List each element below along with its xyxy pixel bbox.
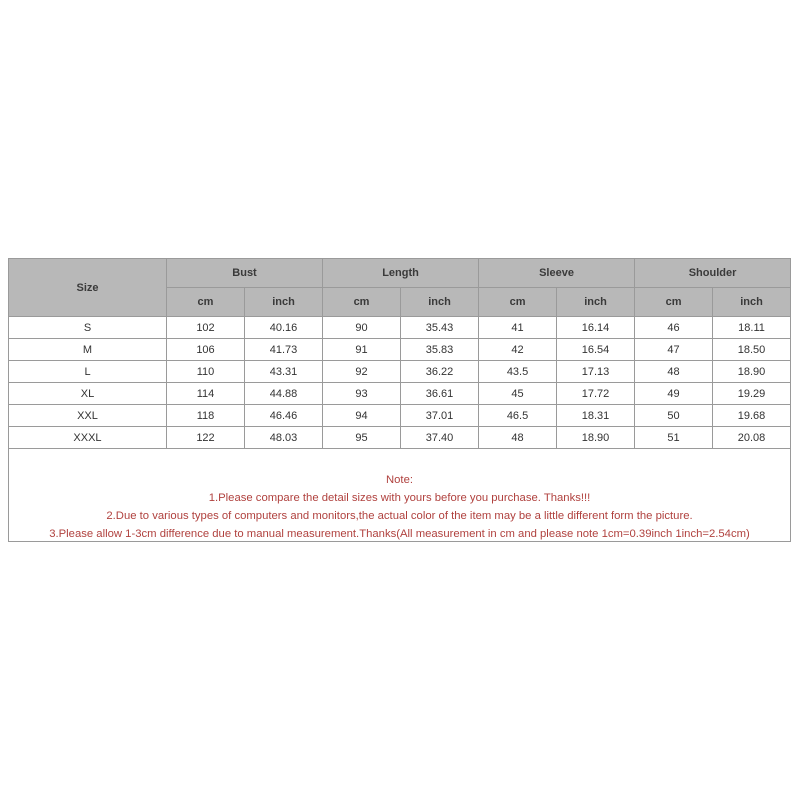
table-cell: 36.22 bbox=[401, 361, 479, 383]
unit-header: cm bbox=[167, 288, 245, 317]
table-cell: 45 bbox=[479, 383, 557, 405]
size-cell: XXL bbox=[9, 405, 167, 427]
table-cell: 17.13 bbox=[557, 361, 635, 383]
note-line-1: 1.Please compare the detail sizes with yours before you purchase. Thanks!!! bbox=[208, 492, 591, 504]
table-cell: 40.16 bbox=[245, 317, 323, 339]
group-header-length: Length bbox=[323, 259, 479, 288]
table-cell: 19.29 bbox=[713, 383, 791, 405]
table-cell: 18.90 bbox=[713, 361, 791, 383]
table-cell: 93 bbox=[323, 383, 401, 405]
table-cell: 44.88 bbox=[245, 383, 323, 405]
note-section bbox=[9, 453, 790, 541]
table-row bbox=[9, 383, 791, 405]
size-table bbox=[8, 258, 791, 449]
table-row bbox=[9, 427, 791, 449]
table-cell: 106 bbox=[167, 339, 245, 361]
table-cell: 90 bbox=[323, 317, 401, 339]
table-cell: 95 bbox=[323, 427, 401, 449]
table-cell: 16.14 bbox=[557, 317, 635, 339]
unit-header: cm bbox=[635, 288, 713, 317]
table-cell: 110 bbox=[167, 361, 245, 383]
table-cell: 122 bbox=[167, 427, 245, 449]
table-row bbox=[9, 405, 791, 427]
table-cell: 48 bbox=[479, 427, 557, 449]
table-cell: 50 bbox=[635, 405, 713, 427]
note-line-3: 3.Please allow 1-3cm difference due to manual measurement.Thanks(All measurement in cm and please note 1cm=0.39inch 1inch=2.54cm) bbox=[49, 528, 750, 540]
table-cell: 36.61 bbox=[401, 383, 479, 405]
table-cell: 43.31 bbox=[245, 361, 323, 383]
table-cell: 48.03 bbox=[245, 427, 323, 449]
table-cell: 18.90 bbox=[557, 427, 635, 449]
table-cell: 19.68 bbox=[713, 405, 791, 427]
table-cell: 92 bbox=[323, 361, 401, 383]
unit-header: cm bbox=[479, 288, 557, 317]
unit-header: cm bbox=[323, 288, 401, 317]
group-header-sleeve: Sleeve bbox=[479, 259, 635, 288]
size-cell: S bbox=[9, 317, 167, 339]
table-cell: 20.08 bbox=[713, 427, 791, 449]
table-cell: 114 bbox=[167, 383, 245, 405]
table-cell: 18.31 bbox=[557, 405, 635, 427]
table-cell: 35.83 bbox=[401, 339, 479, 361]
table-row bbox=[9, 361, 791, 383]
table-row bbox=[9, 317, 791, 339]
size-column-header: Size bbox=[9, 259, 167, 317]
table-cell: 46 bbox=[635, 317, 713, 339]
table-cell: 51 bbox=[635, 427, 713, 449]
unit-header: inch bbox=[245, 288, 323, 317]
table-cell: 43.5 bbox=[479, 361, 557, 383]
table-cell: 18.50 bbox=[713, 339, 791, 361]
table-cell: 118 bbox=[167, 405, 245, 427]
unit-header: inch bbox=[713, 288, 791, 317]
note-title: Note: bbox=[385, 474, 413, 486]
size-cell: XL bbox=[9, 383, 167, 405]
size-cell: XXXL bbox=[9, 427, 167, 449]
table-cell: 37.01 bbox=[401, 405, 479, 427]
table-cell: 35.43 bbox=[401, 317, 479, 339]
table-cell: 42 bbox=[479, 339, 557, 361]
table-cell: 16.54 bbox=[557, 339, 635, 361]
table-cell: 94 bbox=[323, 405, 401, 427]
table-cell: 49 bbox=[635, 383, 713, 405]
group-header-bust: Bust bbox=[167, 259, 323, 288]
note-line-2: 2.Due to various types of computers and monitors,the actual color of the item may be a little different form the picture. bbox=[106, 510, 693, 522]
unit-header: inch bbox=[401, 288, 479, 317]
table-row bbox=[9, 339, 791, 361]
table-header-groups bbox=[9, 259, 791, 288]
table-cell: 102 bbox=[167, 317, 245, 339]
size-chart bbox=[8, 258, 791, 542]
table-cell: 47 bbox=[635, 339, 713, 361]
table-cell: 41 bbox=[479, 317, 557, 339]
table-cell: 46.46 bbox=[245, 405, 323, 427]
table-cell: 48 bbox=[635, 361, 713, 383]
group-header-shoulder: Shoulder bbox=[635, 259, 791, 288]
table-cell: 17.72 bbox=[557, 383, 635, 405]
table-cell: 46.5 bbox=[479, 405, 557, 427]
size-cell: L bbox=[9, 361, 167, 383]
size-cell: M bbox=[9, 339, 167, 361]
unit-header: inch bbox=[557, 288, 635, 317]
table-cell: 91 bbox=[323, 339, 401, 361]
table-cell: 37.40 bbox=[401, 427, 479, 449]
table-cell: 41.73 bbox=[245, 339, 323, 361]
table-cell: 18.11 bbox=[713, 317, 791, 339]
